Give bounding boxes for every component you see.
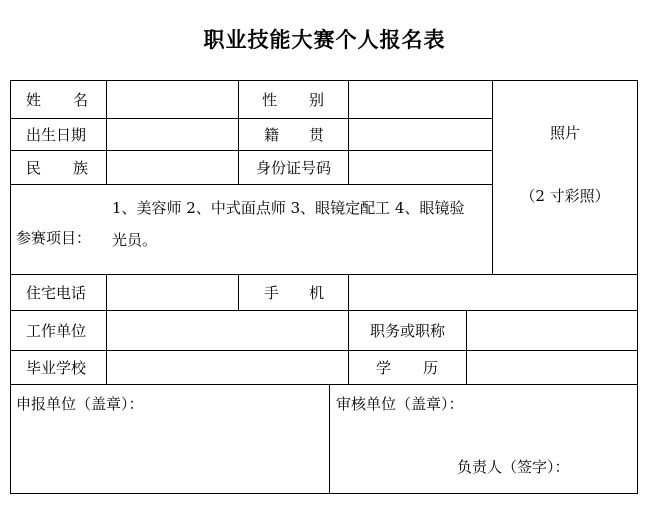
form-title: 职业技能大赛个人报名表 <box>203 28 446 52</box>
responsible-person-label: 负责人（签字）： <box>457 457 570 476</box>
id-number-field[interactable] <box>349 151 492 184</box>
project-label: 参赛项目： <box>16 228 92 247</box>
education-field[interactable] <box>467 351 637 384</box>
id-number-label: 身份证号码 <box>255 159 331 177</box>
work-unit-field[interactable] <box>107 311 348 350</box>
position-title-label: 职务或职称 <box>369 322 445 340</box>
ethnicity-label: 民 族 <box>26 159 88 177</box>
gender-field[interactable] <box>349 81 492 118</box>
ethnicity-field[interactable] <box>107 151 238 184</box>
graduated-school-field[interactable] <box>107 351 348 384</box>
home-phone-label: 住宅电话 <box>26 284 87 302</box>
home-phone-field[interactable] <box>107 275 238 310</box>
graduated-school-label: 毕业学校 <box>26 359 87 377</box>
birth-date-label: 出生日期 <box>26 126 87 144</box>
applying-unit-label: 申报单位（盖章）： <box>16 394 144 413</box>
name-field[interactable] <box>107 81 238 118</box>
birth-date-field[interactable] <box>107 119 238 150</box>
review-unit-label: 审核单位（盖章）： <box>336 394 464 413</box>
photo-label: 照片 <box>549 123 580 142</box>
project-options: 1、美容师 2、中式面点师 3、眼镜定配工 4、眼镜验光员。 <box>112 199 465 249</box>
education-label: 学 历 <box>376 359 438 377</box>
native-place-field[interactable] <box>349 119 492 150</box>
gender-label: 性 别 <box>262 91 324 109</box>
position-title-field[interactable] <box>467 311 637 350</box>
name-label: 姓 名 <box>26 91 88 109</box>
photo-size-note: （2 寸彩照） <box>520 186 610 205</box>
work-unit-label: 工作单位 <box>26 322 87 340</box>
mobile-label: 手 机 <box>264 284 324 302</box>
native-place-label: 籍 贯 <box>264 126 324 144</box>
mobile-field[interactable] <box>349 275 637 310</box>
